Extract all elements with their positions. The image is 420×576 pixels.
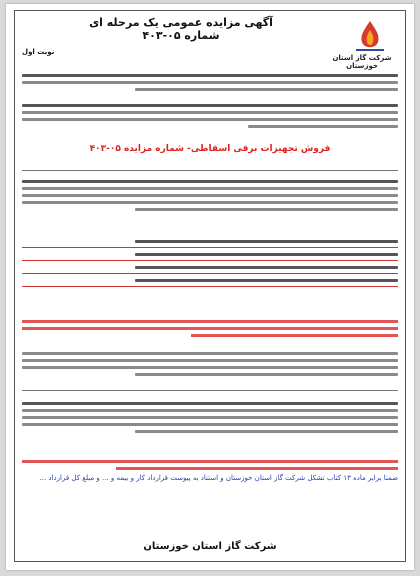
section-2 [22, 100, 398, 132]
section-dates [22, 236, 398, 292]
section-1 [22, 70, 398, 95]
divider [22, 390, 398, 391]
notice-round-label: نوبت اول [22, 48, 55, 56]
item-heading: فروش تجهیزات برقی اسقاطی- شماره مزایده ۰۵-۴۰۳ [89, 144, 331, 154]
contract-note: ضمنا برابر ماده ۱۳ کتاب تشکل شرکت گاز استان خوزستان و استناد به پیوست قرارداد کار و بیمه و ... و مبلغ کل قرارداد ... [39, 474, 398, 482]
company-name: شرکت گاز استان خوزستان [332, 54, 392, 70]
notice-title: آگهی مزایده عمومی یک مرحله ای شماره ۰۵-۴۰۳ [89, 16, 273, 42]
company-logo-icon [348, 18, 392, 54]
notice-sheet [6, 4, 414, 570]
item-section [22, 144, 398, 154]
section-10 [22, 398, 398, 437]
divider [22, 170, 398, 171]
section-8-red [22, 316, 398, 341]
section-9 [22, 348, 398, 380]
section-11 [22, 456, 398, 482]
footer-signature: شرکت گاز استان خوزستان [143, 541, 277, 552]
section-3 [22, 176, 398, 215]
